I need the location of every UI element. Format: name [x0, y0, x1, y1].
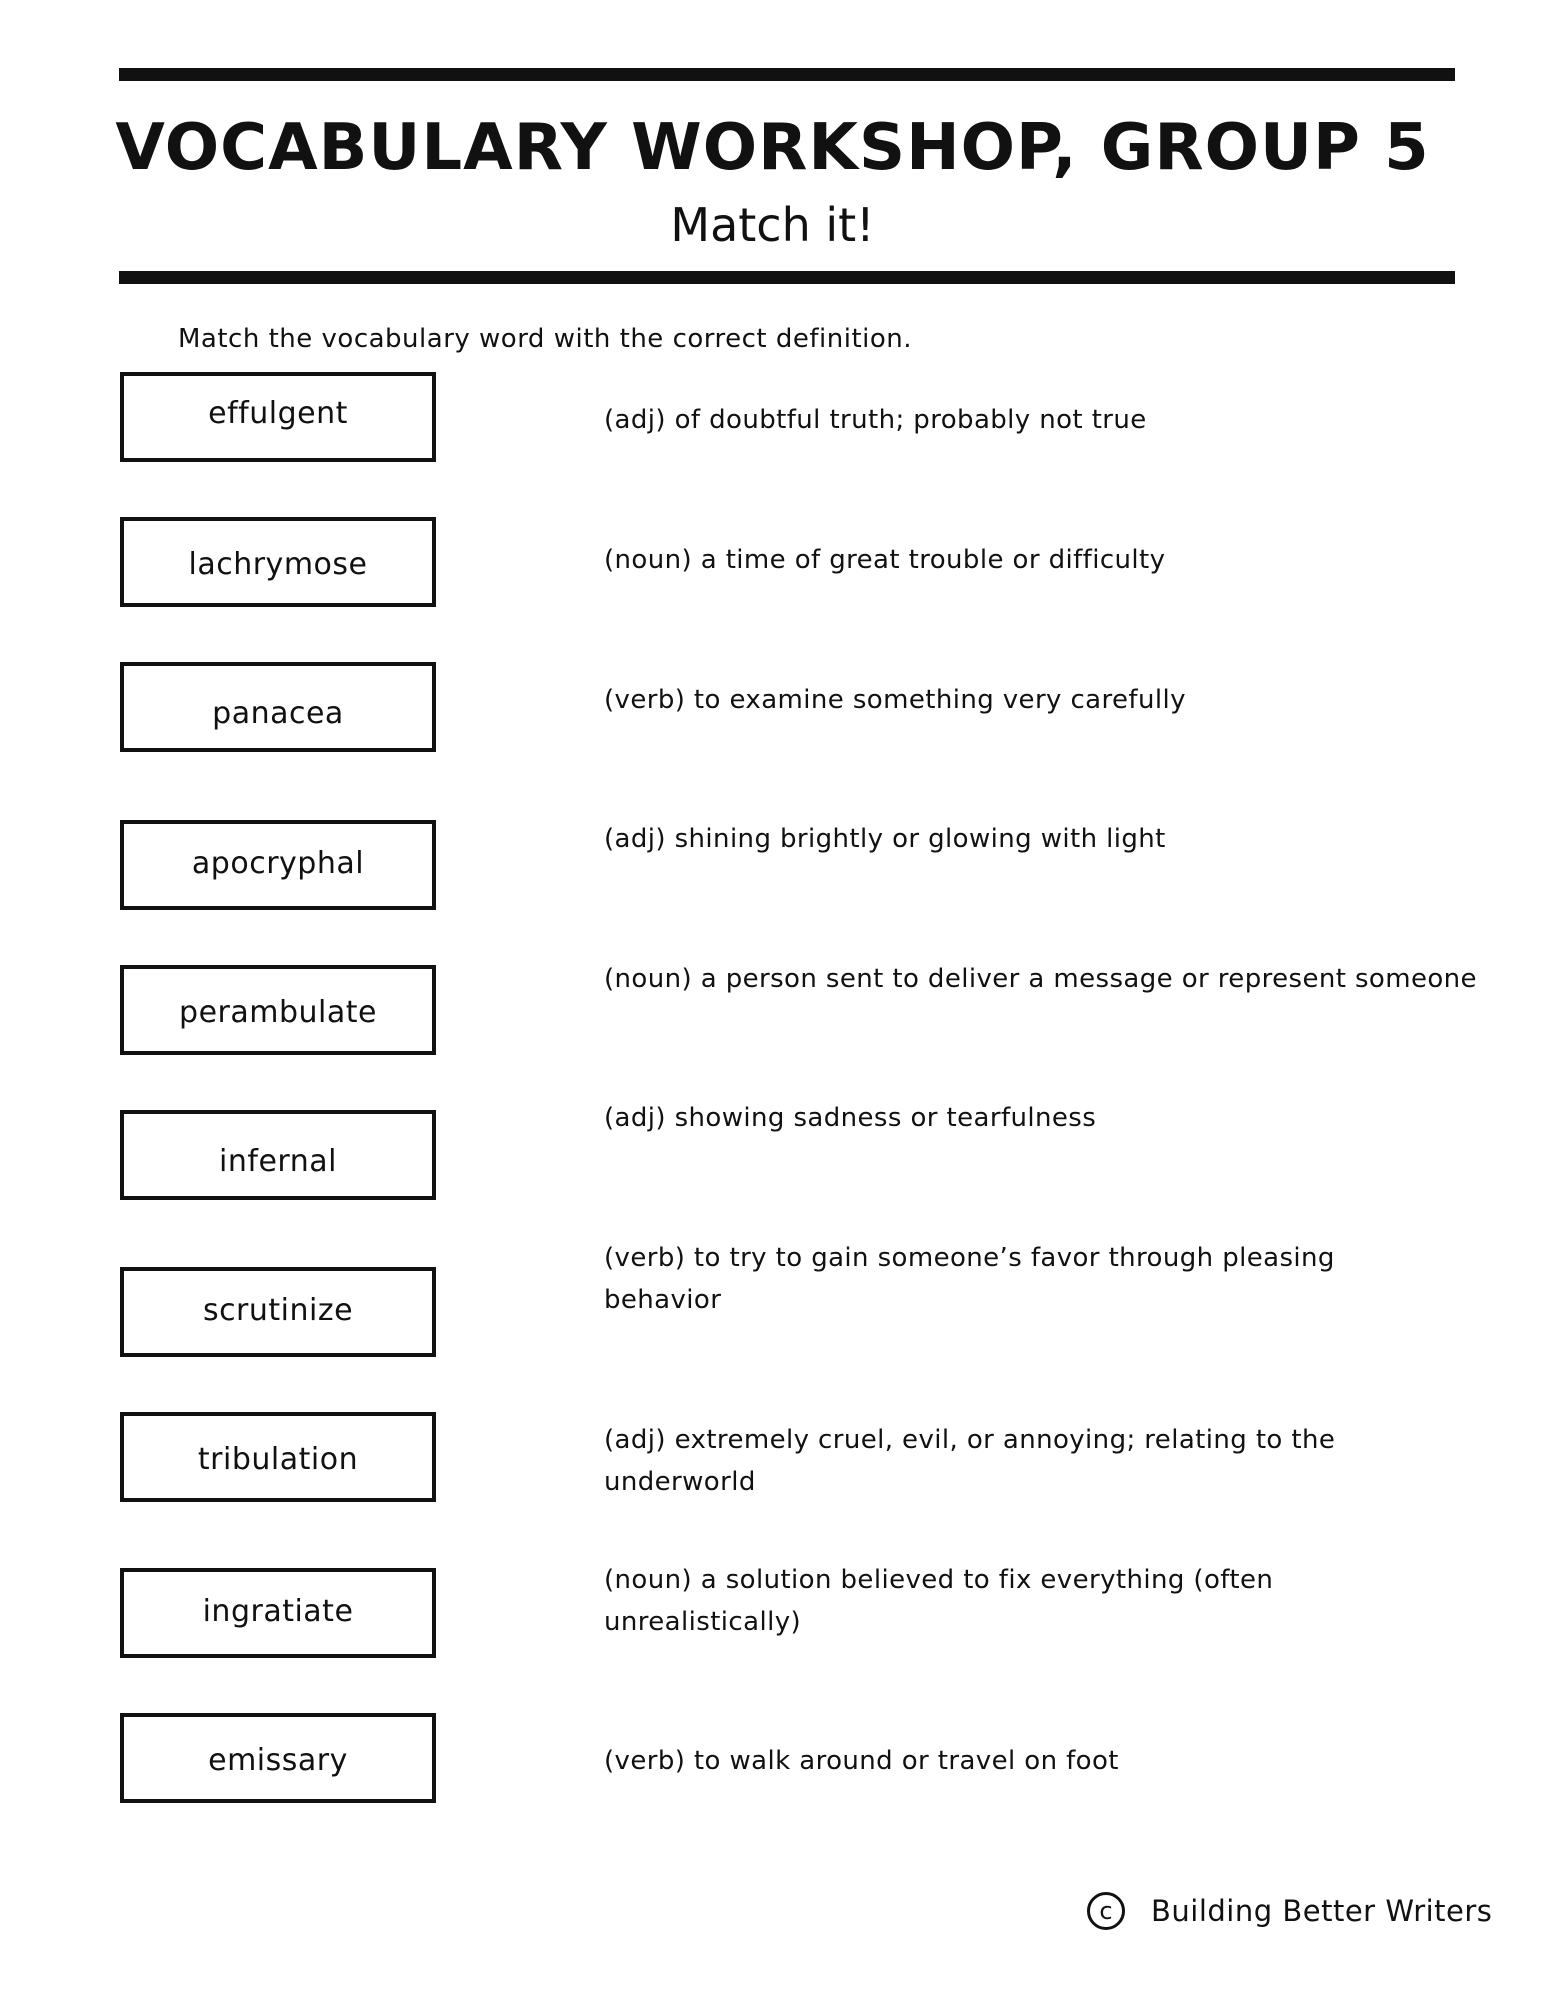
definition-6: (adj) showing sadness or tearfulness	[604, 1103, 1097, 1133]
word-box-scrutinize	[120, 1267, 436, 1357]
word-label: lachrymose	[188, 547, 368, 582]
instructions: Match the vocabulary word with the correct definition.	[178, 324, 913, 354]
page-title: VOCABULARY WORKSHOP, GROUP 5	[115, 111, 1430, 185]
page-subtitle: Match it!	[670, 198, 875, 252]
word-label: scrutinize	[202, 1293, 354, 1328]
top-divider	[119, 68, 1455, 81]
word-label: emissary	[208, 1743, 348, 1778]
word-box-tribulation	[120, 1412, 436, 1502]
definition-3: (verb) to examine something very carefully	[604, 685, 1186, 715]
definition-7: (verb) to try to gain someone’s favor through pleasing behavior	[604, 1243, 1335, 1315]
definition-5: (noun) a person sent to deliver a message or represent someone	[604, 964, 1477, 994]
word-box-emissary	[120, 1713, 436, 1803]
word-box-perambulate	[120, 965, 436, 1055]
word-box-lachrymose	[120, 517, 436, 607]
word-label: panacea	[212, 696, 344, 731]
word-label: perambulate	[179, 995, 377, 1030]
definition-9: (noun) a solution believed to fix everything (often unrealistically)	[604, 1565, 1274, 1637]
word-box-infernal	[120, 1110, 436, 1200]
word-box-ingratiate	[120, 1568, 436, 1658]
definition-8: (adj) extremely cruel, evil, or annoying; relating to the underworld	[604, 1425, 1336, 1497]
footer	[1087, 1892, 1492, 1930]
word-box-effulgent	[120, 372, 436, 462]
definition-1: (adj) of doubtful truth; probably not true	[604, 405, 1147, 435]
word-label: ingratiate	[202, 1594, 354, 1629]
word-label: apocryphal	[191, 846, 365, 881]
word-label: infernal	[219, 1144, 337, 1179]
word-box-panacea	[120, 662, 436, 752]
word-label: tribulation	[197, 1442, 359, 1477]
word-box-apocryphal	[120, 820, 436, 910]
footer-credit: Building Better Writers	[1151, 1894, 1493, 1928]
copyright-icon: c	[1087, 1892, 1125, 1930]
word-label: effulgent	[208, 396, 348, 431]
definition-10: (verb) to walk around or travel on foot	[604, 1746, 1119, 1776]
definition-4: (adj) shining brightly or glowing with light	[604, 824, 1166, 854]
definition-2: (noun) a time of great trouble or difficulty	[604, 545, 1166, 575]
bottom-divider	[119, 271, 1455, 284]
